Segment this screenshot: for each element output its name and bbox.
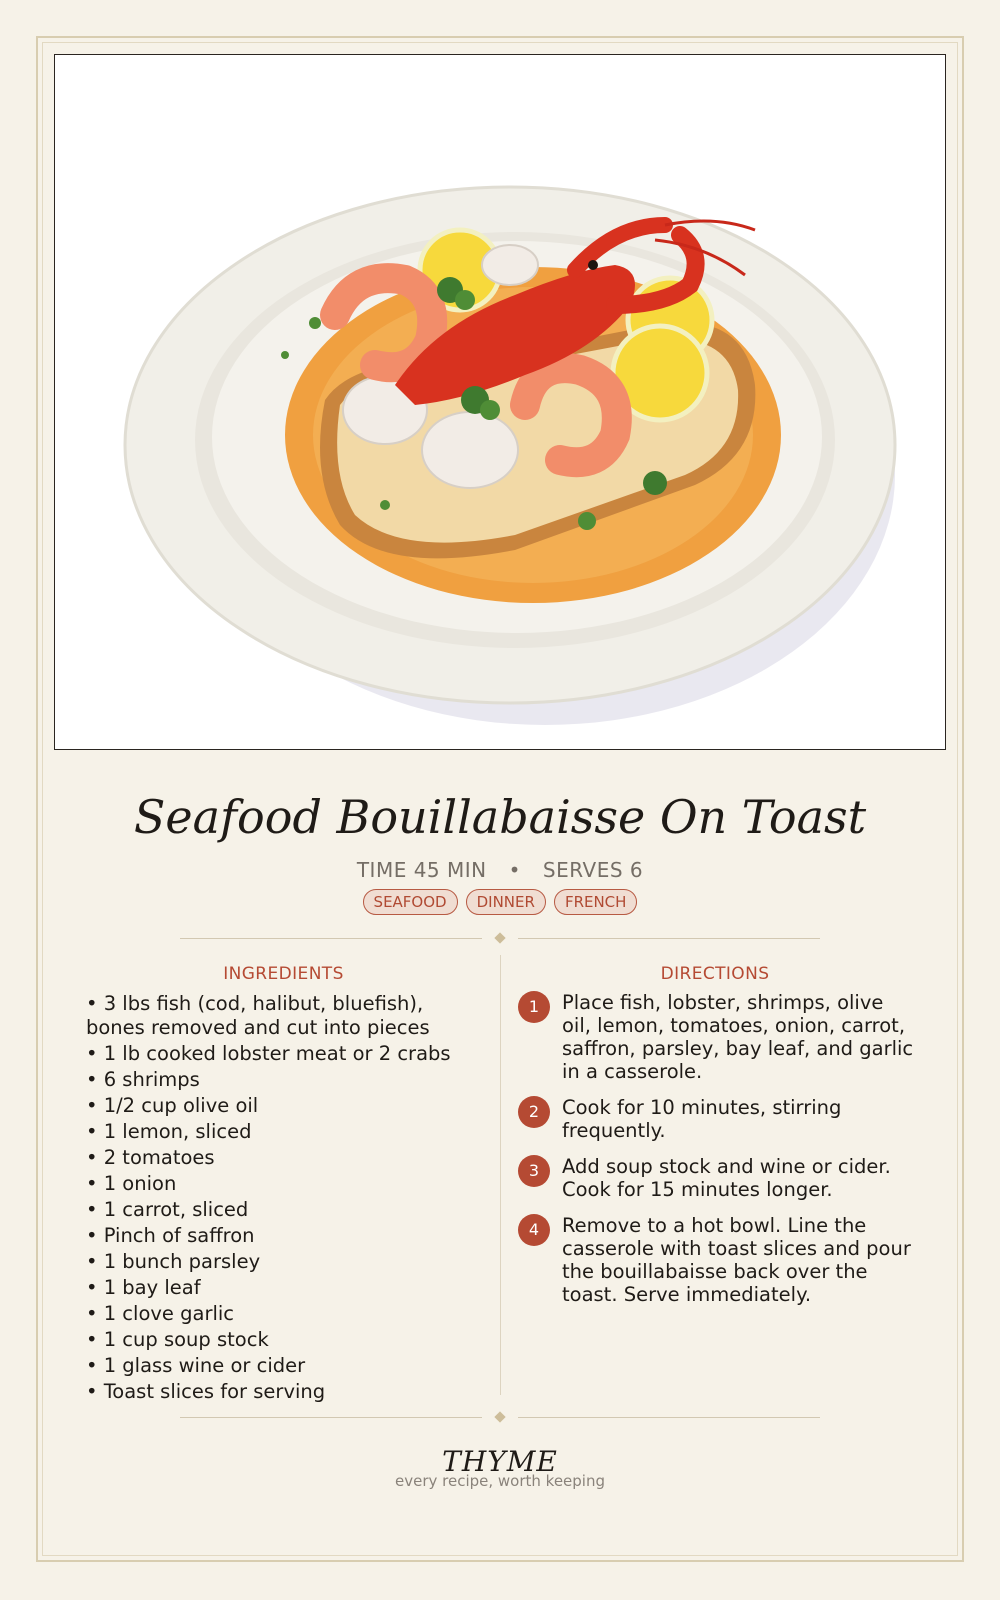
- ingredient-item: • 1 clove garlic: [86, 1302, 235, 1325]
- tag-seafood[interactable]: SEAFOOD: [363, 889, 458, 915]
- ingredient-item: • 3 lbs fish (cod, halibut, bluefish), bones removed and cut into pieces: [86, 992, 430, 1039]
- servings: SERVES 6: [542, 858, 644, 882]
- ingredient-item: • Toast slices for serving: [86, 1380, 326, 1403]
- direction-step: [518, 1096, 918, 1142]
- bouillabaisse-image: [55, 55, 945, 749]
- bottom-divider-left: [180, 1417, 482, 1418]
- step-text: Remove to a hot bowl. Line the casserole with toast slices and pour the bouillabaisse back over the toast. Serve immediately.: [562, 1214, 911, 1306]
- meta-separator: •: [508, 858, 521, 882]
- ingredient-item: • 6 shrimps: [86, 1068, 200, 1091]
- ingredient-item: • 1 cup soup stock: [86, 1328, 269, 1351]
- dish-illustration: [54, 54, 946, 750]
- ingredient-item: • 1 lemon, sliced: [86, 1120, 252, 1143]
- recipe-title: Seafood Bouillabaisse On Toast: [133, 790, 867, 844]
- step-text: Cook for 10 minutes, stirring frequently.: [562, 1096, 842, 1142]
- bottom-divider-right: [518, 1417, 820, 1418]
- ingredient-list: [86, 992, 486, 1406]
- direction-step: [518, 991, 918, 1083]
- ingredient-item: • 1 carrot, sliced: [86, 1198, 249, 1221]
- ingredient-item: • 1/2 cup olive oil: [86, 1094, 259, 1117]
- direction-step: [518, 1214, 918, 1306]
- step-text: Add soup stock and wine or cider. Cook for 15 minutes longer.: [562, 1155, 891, 1201]
- directions-heading: DIRECTIONS: [660, 964, 770, 984]
- ingredient-item: • 1 onion: [86, 1172, 177, 1195]
- ingredients-heading: INGREDIENTS: [223, 964, 344, 984]
- top-divider-right: [518, 938, 820, 939]
- recipe-meta: [0, 858, 1000, 882]
- step-text: Place fish, lobster, shrimps, olive oil, lemon, tomatoes, onion, carrot, saffron, parsley, bay leaf, and garlic in a casserole.: [562, 991, 914, 1083]
- ingredient-item: • 1 bay leaf: [86, 1276, 201, 1299]
- column-divider: [500, 955, 501, 1395]
- step-number-badge: 3: [518, 1155, 550, 1187]
- brand-logo-text: THYME: [442, 1445, 558, 1478]
- cook-time: TIME 45 MIN: [356, 858, 487, 882]
- ingredient-item: • Pinch of saffron: [86, 1224, 255, 1247]
- ingredient-item: • 1 bunch parsley: [86, 1250, 261, 1273]
- step-number-badge: 4: [518, 1214, 550, 1246]
- direction-list: [518, 991, 918, 1319]
- tag-dinner[interactable]: DINNER: [466, 889, 546, 915]
- step-number-badge: 2: [518, 1096, 550, 1128]
- ingredient-item: • 1 glass wine or cider: [86, 1354, 306, 1377]
- top-divider-left: [180, 938, 482, 939]
- tag-list: [0, 889, 1000, 915]
- ingredient-item: • 1 lb cooked lobster meat or 2 crabs: [86, 1042, 451, 1065]
- ingredient-item: • 2 tomatoes: [86, 1146, 215, 1169]
- direction-step: [518, 1155, 918, 1201]
- tag-french[interactable]: FRENCH: [554, 889, 638, 915]
- step-number-badge: 1: [518, 991, 550, 1023]
- brand-tagline: every recipe, worth keeping: [394, 1472, 605, 1490]
